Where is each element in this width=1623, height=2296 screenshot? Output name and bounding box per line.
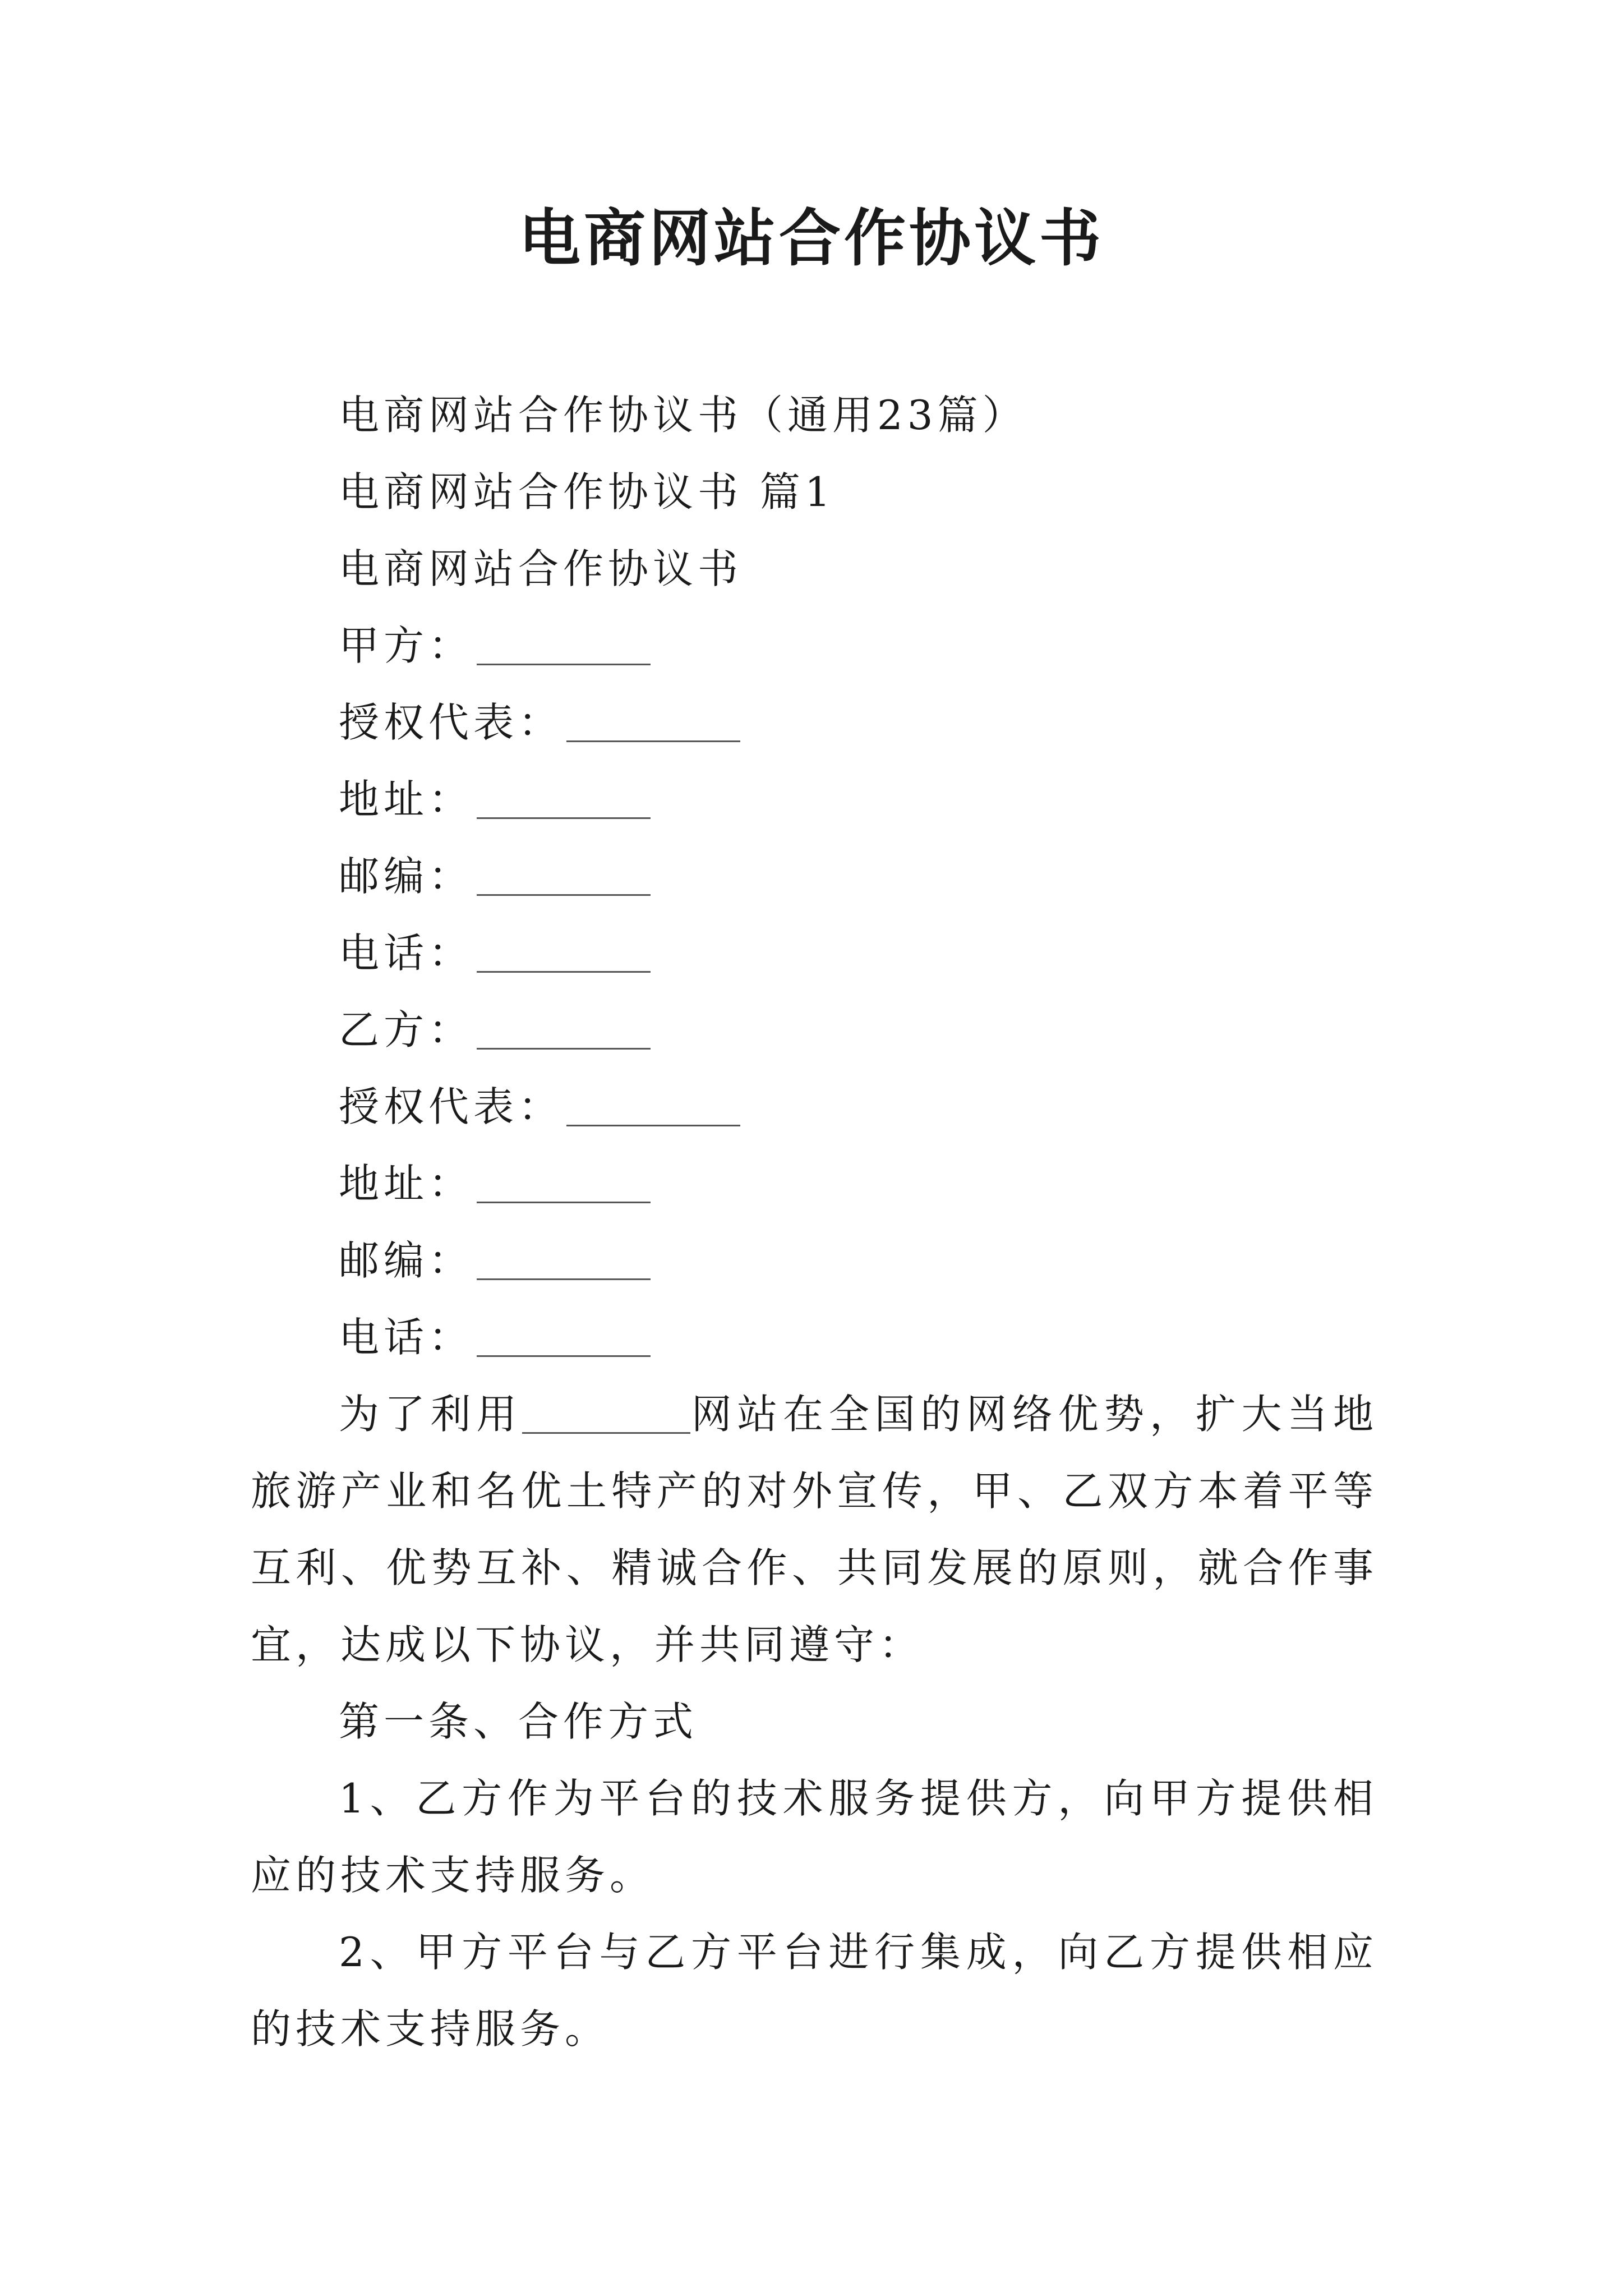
intro-text-rest: 网站在全国的网络优势，扩大当地旅游产业和名优土特产的对外宣传，甲、乙双方本着平等互利、优势互补、精诚合作、共同发展的原则，就合作事宜，达成以下协议，并共同遵守： xyxy=(251,1391,1378,1668)
party-a-postcode-blank xyxy=(477,894,651,896)
party-b-address-field xyxy=(251,1145,1378,1222)
party-a-phone-label: 电话： xyxy=(339,930,474,977)
party-b-postcode-blank xyxy=(477,1278,651,1280)
party-b-name-blank xyxy=(477,1047,651,1050)
party-a-name-label: 甲方： xyxy=(339,622,474,669)
party-b-rep-field xyxy=(251,1069,1378,1145)
party-a-postcode-field xyxy=(251,838,1378,915)
party-b-phone-label: 电话： xyxy=(339,1314,474,1361)
party-b-phone-field xyxy=(251,1299,1378,1376)
party-b-address-blank xyxy=(477,1201,651,1203)
document-body xyxy=(251,377,1378,2068)
party-b-rep-label: 授权代表： xyxy=(339,1083,564,1130)
party-a-address-field xyxy=(251,761,1378,838)
party-a-phone-field xyxy=(251,915,1378,992)
intro-paragraph xyxy=(251,1376,1378,1683)
party-a-rep-field xyxy=(251,684,1378,761)
party-b-phone-blank xyxy=(477,1355,651,1357)
article-1-heading: 第一条、合作方式 xyxy=(339,1698,698,1745)
party-a-address-blank xyxy=(477,817,651,819)
party-b-postcode-field xyxy=(251,1222,1378,1299)
heading-part-1: 电商网站合作协议书 篇1 xyxy=(339,468,835,516)
party-a-address-label: 地址： xyxy=(339,776,474,823)
party-b-postcode-label: 邮编： xyxy=(339,1237,474,1284)
party-a-phone-blank xyxy=(477,970,651,973)
document-title: 电商网站合作协议书 xyxy=(519,202,1104,274)
party-a-rep-blank xyxy=(566,740,740,742)
party-a-name-blank xyxy=(477,663,651,665)
party-a-postcode-label: 邮编： xyxy=(339,853,474,900)
heading-general: 电商网站合作协议书（通用23篇） xyxy=(339,392,1027,439)
party-b-address-label: 地址： xyxy=(339,1160,474,1207)
party-a-rep-label: 授权代表： xyxy=(339,699,564,746)
party-b-rep-blank xyxy=(566,1124,740,1126)
website-name-blank xyxy=(522,1432,690,1434)
article-1-item-2: 2、甲方平台与乙方平台进行集成，向乙方提供相应的技术支持服务。 xyxy=(251,1929,1378,2053)
heading-document: 电商网站合作协议书 xyxy=(339,545,743,592)
party-b-name-label: 乙方： xyxy=(339,1006,474,1053)
party-a-name-field xyxy=(251,608,1378,684)
party-b-name-field xyxy=(251,992,1378,1069)
article-1-item-1: 1、乙方作为平台的技术服务提供方，向甲方提供相应的技术支持服务。 xyxy=(251,1775,1378,1899)
intro-text-start: 为了利用 xyxy=(339,1391,522,1438)
